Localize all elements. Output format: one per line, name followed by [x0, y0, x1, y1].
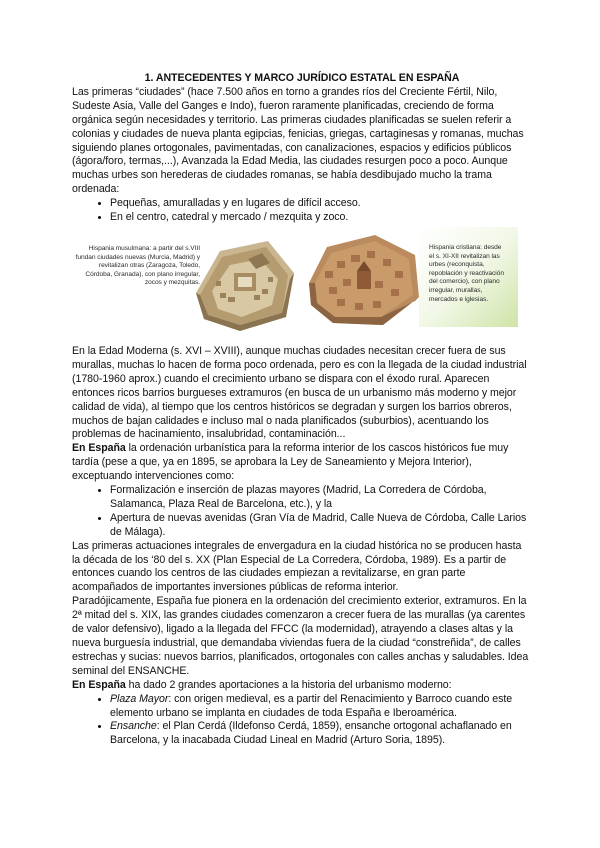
definition: : con origen medieval, es a partir del Renacimiento y Barroco cuando este elemento urbano se implanta en ciudades de toda España e Iberoamérica. [110, 692, 513, 719]
caption-hispania-cristiana: Hispania cristiana: desde el s. XI-XII revitalizan las urbes (reconquista, repoblación y reactivación del comercio), con plano irregular, murallas, mercados e iglesias. [429, 243, 504, 303]
medieval-features-list [72, 197, 532, 225]
integral-actions-paragraph: Las primeras actuaciones integrales de envergadura en la ciudad histórica no se producen hasta la década de los ‘80 del s. XX (Plan Especial de La Corredera, Córdoba, 1989). Es a partir de entonces cuando los centros de las ciudades empiezan a revitalizarse, en gran parte acompañados de importantes inversiones públicas de reforma interior. [72, 539, 522, 594]
caption-hispania-musulmana: Hispania musulmana: a partir del s.VIII fundan ciudades nuevas (Murcia, Madrid) y revitalizan otras (Zaragoza, Toledo, Córdoba, Granada), con plano irregular, zocos y mezquitas. [75, 244, 200, 287]
intro-paragraph: Las primeras “ciudades” (hace 7.500 años en torno a grandes ríos del Creciente Fértil, Nilo, Sudeste Asia, Valle del Ganges e Indo), fueron raramente planificadas, creciendo de forma orgánica según necesidades y territorio. Las primeras ciudades planificadas se suelen referir a colonias y ciudades de nueva planta egipcias, fenicias, griegas, cartaginesas y romanas, muchas siguiendo planes ortogonales, pavimentadas, con canalizaciones, espacios y edificios públicos (ágora/foro, termas,...), Avanzada la Edad Media, las ciudades resurgen poco a poco. Aunque muchas urbes son herederas de ciudades romanas, se había desdibujado mucho la trama ordenada: [72, 85, 524, 196]
interventions-list [72, 484, 532, 540]
bold-lead: En España [72, 442, 126, 455]
list-item: • Pequeñas, amuralladas y en lugares de difícil acceso. [110, 197, 532, 211]
definition: : el Plan Cerdá (Ildefonso Cerdá, 1859), ensanche ortogonal achaflanado en Barcelona, y la inacabada Ciudad Lineal en Madrid (Arturo Soria, 1895). [110, 720, 512, 747]
list-item: • Formalización e inserción de plazas mayores (Madrid, La Corredera de Córdoba, Salamanca, Plaza Real de Barcelona, etc.), y la [110, 484, 532, 512]
list-item: • Apertura de nuevas avenidas (Gran Vía de Madrid, Calle Nueva de Córdoba, Calle Larios de Málaga). [110, 512, 532, 540]
list-item: • En el centro, catedral y mercado / mezquita y zoco. [110, 211, 532, 225]
term: Plaza Mayor [110, 692, 169, 705]
contributions-list [72, 693, 532, 749]
spain-reform-paragraph [72, 442, 532, 484]
paradox-paragraph: Paradójicamente, España fue pionera en la ordenación del crecimiento exterior, extramuros. En la 2ª mitad del s. XIX, las grandes ciudades comenzaron a crecer fuera de las murallas (ya carentes de valor defensivo), ligado a la llegada del FFCC (la modernidad), atrayendo a clases altas y la nueva burguesía industrial, que demandaba viviendas fuera de la ciudad “constreñida”, de calles estrechas y sucias: nuevos barrios, planificados, ortogonales con calles anchas y saludables. Idea seminal del ENSANCHE. [72, 595, 529, 677]
spain-contributions-paragraph [72, 679, 532, 693]
christian-city-illustration [305, 231, 423, 331]
section-title: 1. ANTECEDENTES Y MARCO JURÍDICO ESTATAL EN ESPAÑA [144, 72, 460, 84]
modern-age-paragraph: En la Edad Moderna (s. XVI – XVIII), aunque muchas ciudades necesitan crecer fuera de sus murallas, muchas lo hacen de forma poco ordenada, pero es con la llegada de la ciudad industrial (1780-1960 aprox.) cuando el crecimiento urbano se dispara con el éxodo rural. Aparecen entonces ricos barrios burgueses extramuros (en busca de un urbanismo más moderno y mejor calidad de vida), al tiempo que los centros históricos se degradan y surgen los barrios obreros, muchos de bajan calidades e incluso mal o nada planificados (suburbios), acentuando los problemas de hacinamiento, insalubridad, contaminación... [72, 344, 527, 441]
list-item [110, 720, 532, 748]
illustration-figure [72, 231, 532, 341]
document-page [72, 72, 532, 748]
paragraph-text: la ordenación urbanística para la reforma interior de los cascos históricos fue muy tardía (pese a que, ya en 1895, se aprobara la Ley de Saneamiento y Mejora Interior), exceptuando intervenciones como: [72, 442, 509, 483]
bold-lead: En España [72, 678, 126, 691]
muslim-city-illustration [190, 233, 300, 335]
term: Ensanche [110, 720, 157, 733]
list-item [110, 693, 532, 721]
paragraph-text: ha dado 2 grandes aportaciones a la historia del urbanismo moderno: [125, 678, 452, 691]
